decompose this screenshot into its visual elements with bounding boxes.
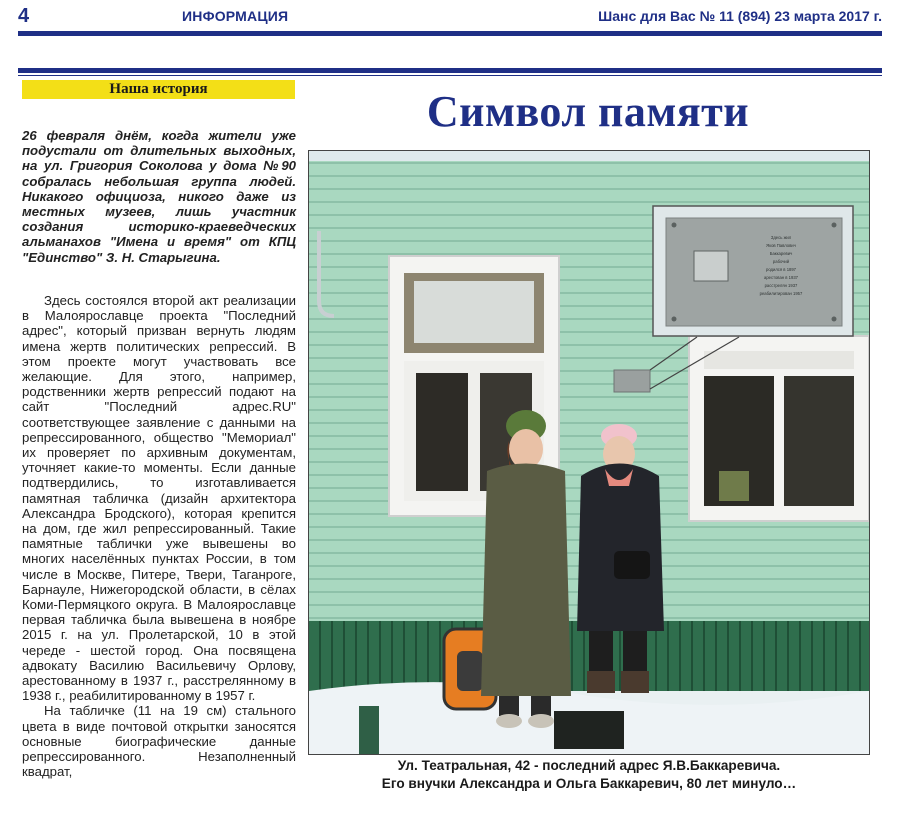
plaque-line: Здесь жил (770, 235, 792, 240)
photo-caption (308, 757, 870, 793)
section-rule-thin (18, 75, 882, 76)
photo-illustration (309, 151, 869, 754)
body-paragraph: На табличке (11 на 19 см) стального цвета в виде почтовой открытки заносятся основные биографические данные репрессированного. Незаполненный квадрат, (22, 703, 296, 780)
section-rule-thick (18, 68, 882, 73)
article-headline: Символ памяти (426, 87, 750, 136)
right-window (689, 336, 869, 521)
section-title: ИНФОРМАЦИЯ (182, 8, 289, 24)
body-paragraph: Здесь состоялся второй акт реализации в Малоярославце проекта "Последний адрес", который призван вернуть людям имена жертв политических репрессий. В этом проекте могут участвовать все желающие. Для этого, например, родственники жертв репрессий подают на сайт "Последний адрес.RU" соответствующее заявление с данными на репрессированного, общество "Мемориал" их проверяет по архивным документам, уточняет какие-то моменты. Если данные подтвердились, то изготавливается памятная табличка (дизайн архитектора Александра Бродского), которая крепится на дом, где жил репрессированный. Такие памятные таблички уже вывешены во многих населённых пунктах России, в том числе в Москве, Питере, Твери, Таганроге, Барнауле, Нижегородской области, в сёлах Коми-Пермяцкого округа. В Малоярославце первая табличка была вывешена в ноябре 2015 г. на ул. Пролетарской, 10 в этой череде - шестой город. Она посвящена адвокату Василию Васильевичу Орлову, арестованному в 1937 г., расстрелянному в 1938 г., реабилитированному в 1957 г. (22, 293, 296, 704)
article-lead: 26 февраля днём, когда жители уже подустали от длительных выходных, на ул. Григория Соколова у дома №90 собралась небольшая группа людей. Никакого официоза, никого даже из местных музеев, лишь участник создания историко-краеведческих альманахов "Имена и время" от КПЦ "Единство" З. Н. Старыгина. (22, 128, 296, 265)
article-body (22, 293, 296, 780)
page-number: 4 (18, 5, 30, 27)
rubric-label: Наша история (22, 80, 295, 99)
wall-plaque (614, 370, 650, 392)
plaque-inset (653, 206, 853, 336)
caption-line-1: Ул. Театральная, 42 - последний адрес Я.В.Баккаревича. (397, 758, 781, 773)
header-rule (18, 31, 882, 36)
issue-info: Шанс для Вас № 11 (894) 23 марта 2017 г. (598, 8, 882, 24)
plaque-line: родился в 1897 (765, 267, 797, 272)
caption-line-2: Его внучки Александра и Ольга Баккаревич, 80 лет минуло… (381, 776, 797, 791)
plaque-line: реабилитирован 1957 (759, 291, 803, 296)
plaque-line: Баккаревич (769, 251, 793, 256)
plaque-line: расстрелян 1937 (764, 283, 798, 288)
article-photo (308, 150, 870, 755)
plaque-line: рабочий (772, 259, 790, 264)
plaque-line: Яков Павлович (766, 243, 796, 248)
plaque-line: арестован в 1937 (764, 275, 798, 280)
